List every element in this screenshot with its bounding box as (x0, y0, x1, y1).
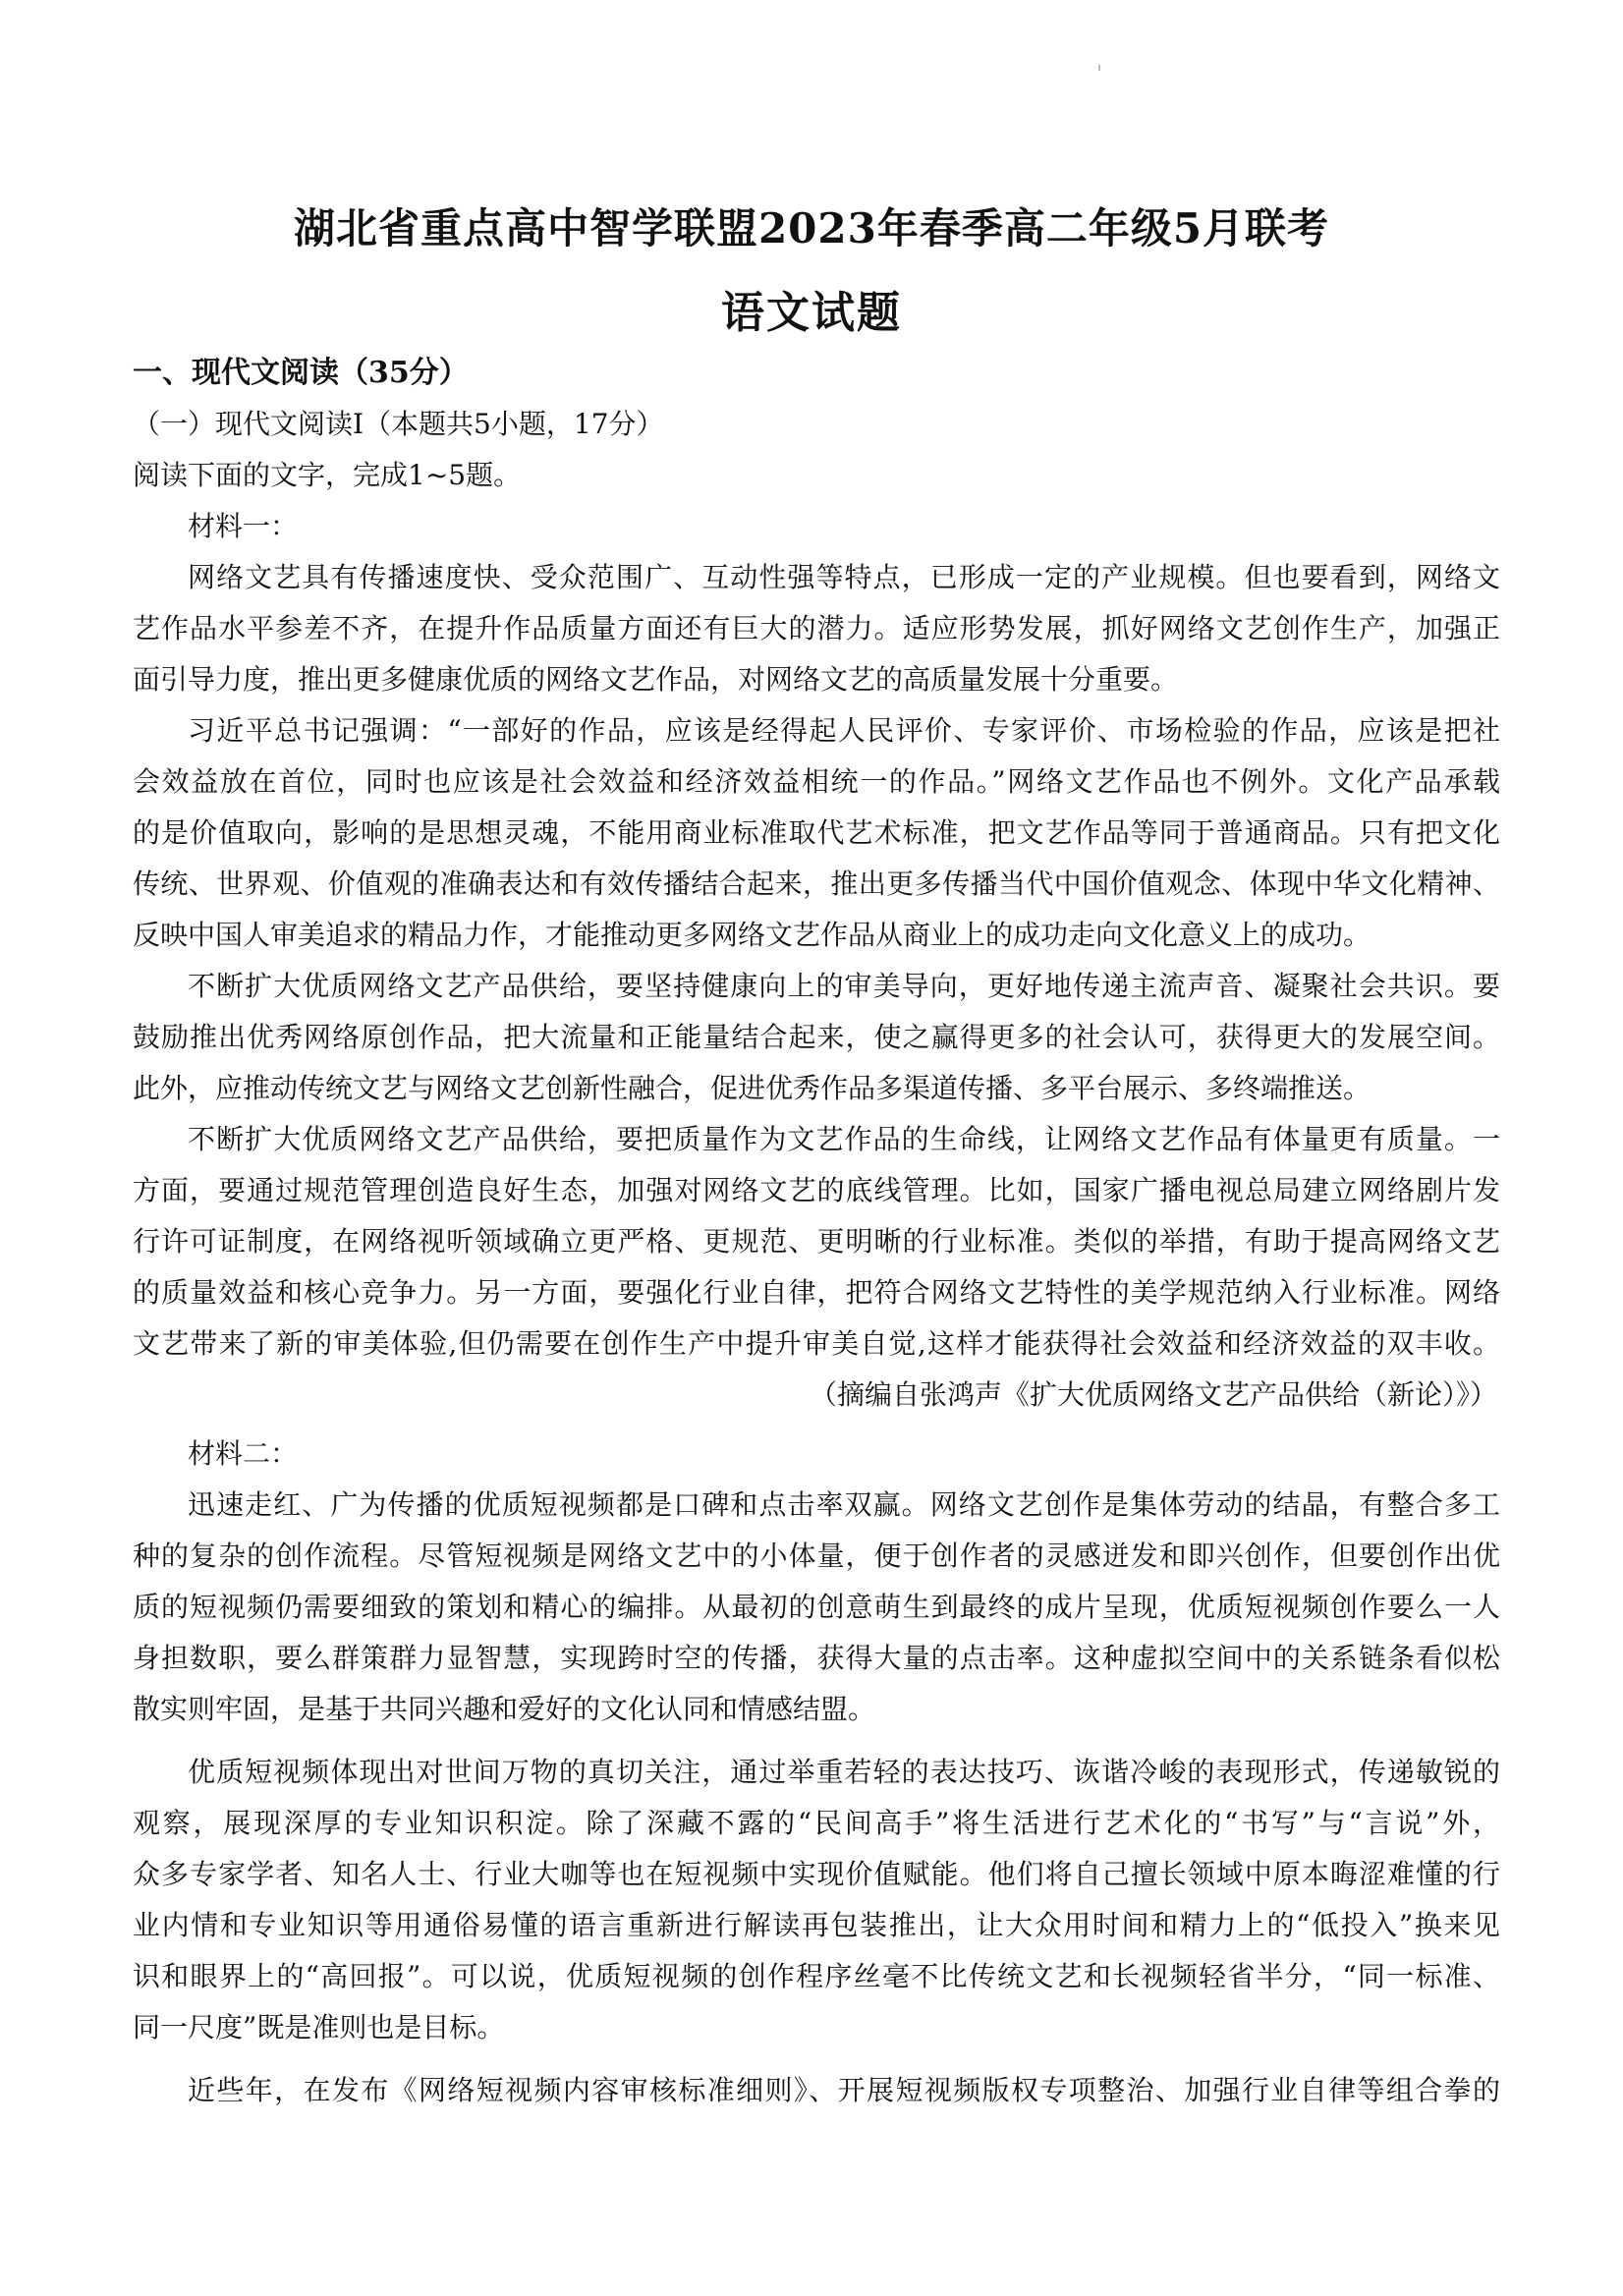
material2-label: 材料二： (188, 1437, 299, 1470)
paragraph-line: 面引导力度，推出更多健康优质的网络文艺作品，对网络文艺的高质量发展十分重要。 (133, 663, 1179, 696)
instruction: 阅读下面的文字，完成1~5题。 (133, 459, 522, 491)
paragraph-line: 不断扩大优质网络文艺产品供给，要坚持健康向上的审美导向，更好地传递主流声音、凝聚社会共识。要 (188, 970, 1500, 1002)
paragraph-line: 识和眼界上的“高回报”。可以说，优质短视频的创作程序丝毫不比传统文艺和长视频轻省半分，“同一标准、 (133, 1960, 1500, 1992)
exam-subtitle: 语文试题 (721, 288, 902, 338)
paragraph-line: 艺作品水平参差不齐，在提升作品质量方面还有巨大的潜力。适应形势发展，抓好网络文艺创作生产，加强正 (133, 612, 1500, 644)
paragraph-line: 习近平总书记强调：“一部好的作品，应该是经得起人民评价、专家评价、市场检验的作品，应该是把社 (188, 714, 1500, 747)
paragraph-line: 的是价值取向，影响的是思想灵魂，不能用商业标准取代艺术标准，把文艺作品等同于普通商品。只有把文化 (133, 816, 1500, 849)
paragraph-line: 业内情和专业知识等用通俗易懂的语言重新进行解读再包装推出，让大众用时间和精力上的“低投入”换来见 (133, 1909, 1500, 1941)
paragraph-line: 散实则牢固，是基于共同兴趣和爱好的文化认同和情感结盟。 (133, 1693, 876, 1725)
paragraph-line: 行许可证制度，在网络视听领域确立更严格、更规范、更明晰的行业标准。类似的举措，有助于提高网络文艺 (133, 1225, 1500, 1258)
paragraph-line: 网络文艺具有传播速度快、受众范围广、互动性强等特点，已形成一定的产业规模。但也要看到，网络文 (188, 561, 1500, 593)
paragraph-line: 身担数职，要么群策群力显智慧，实现跨时空的传播，获得大量的点击率。这种虚拟空间中的关系链条看似松 (133, 1642, 1500, 1674)
paragraph-line: 方面，要通过规范管理创造良好生态，加强对网络文艺的底线管理。比如，国家广播电视总局建立网络剧片发 (133, 1174, 1500, 1206)
paragraph-line: 此外，应推动传统文艺与网络文艺创新性融合，促进优秀作品多渠道传播、多平台展示、多终端推送。 (133, 1072, 1371, 1104)
paragraph-line: 优质短视频体现出对世间万物的真切关注，通过举重若轻的表达技巧、诙谐冷峻的表现形式，传递敏锐的 (188, 1756, 1500, 1788)
paragraph-line: 众多专家学者、知名人士、行业大咖等也在短视频中实现价值赋能。他们将自己擅长领域中原本晦涩难懂的行 (133, 1858, 1500, 1890)
paragraph-line: 迅速走红、广为传播的优质短视频都是口碑和点击率双赢。网络文艺创作是集体劳动的结晶，有整合多工 (188, 1488, 1500, 1521)
material1-label: 材料一： (188, 510, 299, 542)
paragraph-line: 反映中国人审美追求的精品力作，才能推动更多网络文艺作品从商业上的成功走向文化意义上的成功。 (133, 919, 1371, 951)
paragraph-line: 质的短视频仍需要细致的策划和精心的编排。从最初的创意萌生到最终的成片呈现，优质短视频创作要么一人 (133, 1591, 1500, 1623)
paragraph-line: 传统、世界观、价值观的准确表达和有效传播结合起来，推出更多传播当代中国价值观念、体现中华文化精神、 (133, 868, 1500, 900)
exam-title: 湖北省重点高中智学联盟2023年春季高二年级5月联考 (293, 204, 1330, 252)
paragraph-line: 观察，展现深厚的专业知识积淀。除了深藏不露的“民间高手”将生活进行艺术化的“书写”与“言说”外， (133, 1807, 1500, 1839)
section-heading: 一、现代文阅读（35分） (133, 356, 469, 390)
paragraph-line: 的质量效益和核心竞争力。另一方面，要强化行业自律，把符合网络文艺特性的美学规范纳入行业标准。网络 (133, 1276, 1500, 1309)
paragraph-line: 不断扩大优质网络文艺产品供给，要把质量作为文艺作品的生命线，让网络文艺作品有体量更有质量。一 (188, 1123, 1500, 1155)
paragraph-line: 同一尺度”既是准则也是目标。 (133, 2011, 505, 2044)
paragraph-line: 近些年，在发布《网络短视频内容审核标准细则》、开展短视频版权专项整治、加强行业自律等组合拳的 (188, 2074, 1500, 2106)
paragraph-line: 文艺带来了新的审美体验,但仍需要在创作生产中提升审美自觉,这样才能获得社会效益和经济效益的双丰收。 (133, 1327, 1500, 1360)
scan-mark (1098, 65, 1100, 71)
source-citation: （摘编自张鸿声《扩大优质网络文艺产品供给（新论）》） (809, 1378, 1497, 1411)
paragraph-line: 种的复杂的创作流程。尽管短视频是网络文艺中的小体量，便于创作者的灵感迸发和即兴创作，但要创作出优 (133, 1540, 1500, 1572)
sub-heading: （一）现代文阅读Ⅰ（本题共5小题，17分） (133, 408, 664, 440)
paragraph-line: 鼓励推出优秀网络原创作品，把大流量和正能量结合起来，使之赢得更多的社会认可，获得更大的发展空间。 (133, 1021, 1500, 1053)
paragraph-line: 会效益放在首位，同时也应该是社会效益和经济效益相统一的作品。”网络文艺作品也不例外。文化产品承载 (133, 765, 1500, 798)
